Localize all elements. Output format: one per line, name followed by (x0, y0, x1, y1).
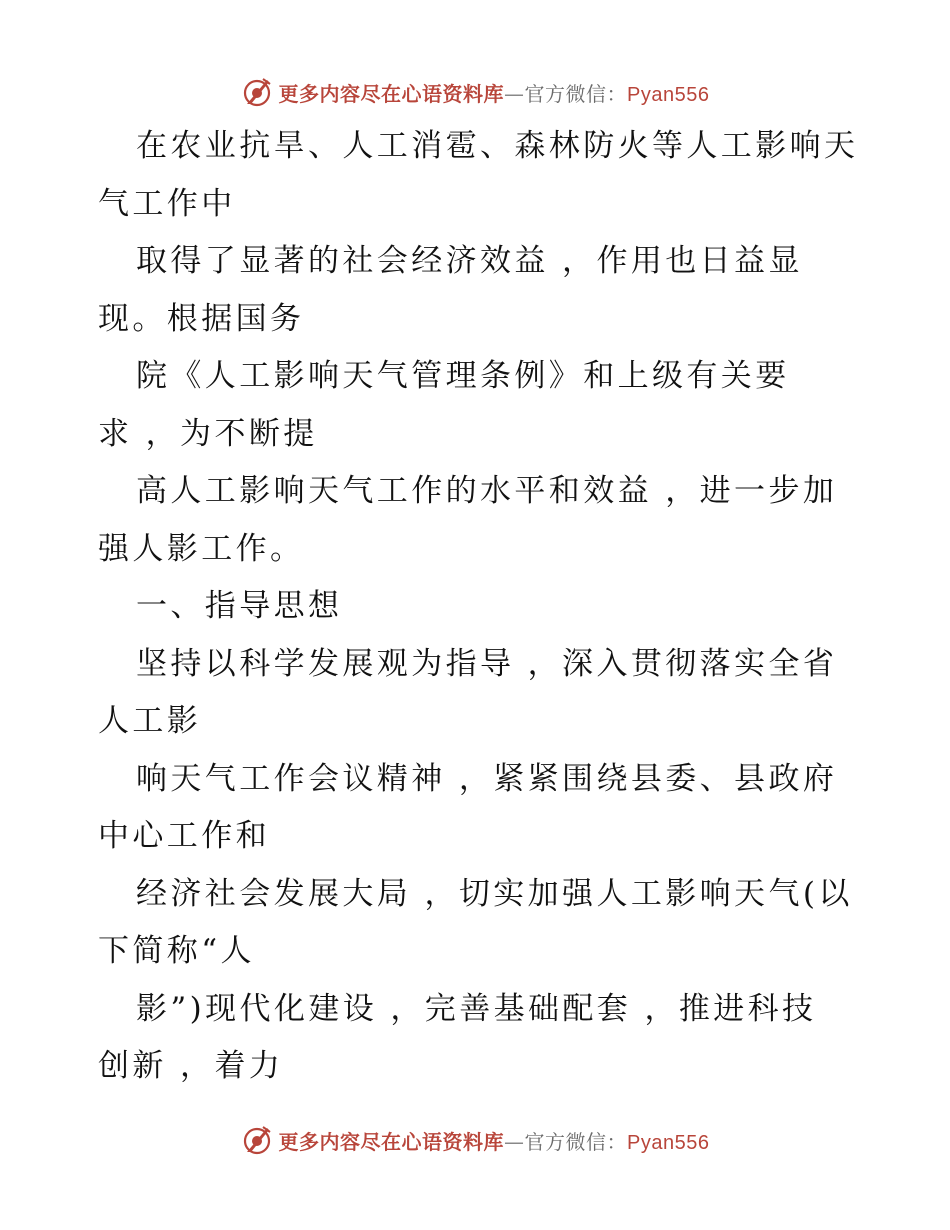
text-line: 求 ，为不断提 (98, 415, 318, 452)
text-line: 下简称“人 (98, 933, 255, 969)
footer-banner-text (279, 1126, 710, 1155)
document-body (98, 118, 858, 1096)
text-line: 一、指导思想 (136, 588, 343, 624)
text-line: 高人工影响天气工作的水平和效益 ，进一步加 (136, 473, 838, 509)
footer-banner-wechat-id: Pyan556 (627, 1131, 710, 1154)
header-banner-dash: — (504, 81, 525, 106)
header-banner-text (279, 78, 710, 107)
text-line: 气工作中 (98, 185, 236, 222)
header-banner-wechat-label: 官方微信： (524, 81, 628, 106)
text-line: 强人影工作。 (98, 530, 305, 567)
footer-banner-dash: — (504, 1129, 525, 1154)
text-line: 在农业抗旱、人工消雹、森林防火等人工影响天 (136, 128, 859, 164)
text-line: 响天气工作会议精神 ，紧紧围绕县委、县政府 (136, 760, 838, 797)
text-line: 院《人工影响天气管理条例》和上级有关要 (136, 358, 790, 394)
footer-banner-wechat-label: 官方微信： (524, 1129, 628, 1154)
header-banner-title: 更多内容尽在心语资料库 (278, 81, 505, 106)
text-line: 影”)现代化建设 ，完善基础配套 ，推进科技 (136, 990, 817, 1027)
footer-banner-title: 更多内容尽在心语资料库 (278, 1129, 505, 1154)
quill-seal-logo-icon (241, 1124, 273, 1156)
text-line: 中心工作和 (98, 818, 270, 854)
text-line: 现。根据国务 (98, 300, 305, 337)
text-line: 人工影 (98, 703, 202, 739)
text-line: 取得了显著的社会经济效益 ，作用也日益显 (136, 243, 803, 279)
text-line: 坚持以科学发展观为指导 ，深入贯彻落实全省 (136, 645, 838, 682)
text-line: 创新 ，着力 (98, 1048, 284, 1084)
header-banner (0, 72, 950, 112)
text-line: 经济社会发展大局 ，切实加强人工影响天气(以 (136, 875, 853, 912)
header-banner-wechat-id: Pyan556 (627, 83, 710, 106)
quill-seal-logo-icon (241, 76, 273, 108)
footer-banner (0, 1120, 950, 1160)
